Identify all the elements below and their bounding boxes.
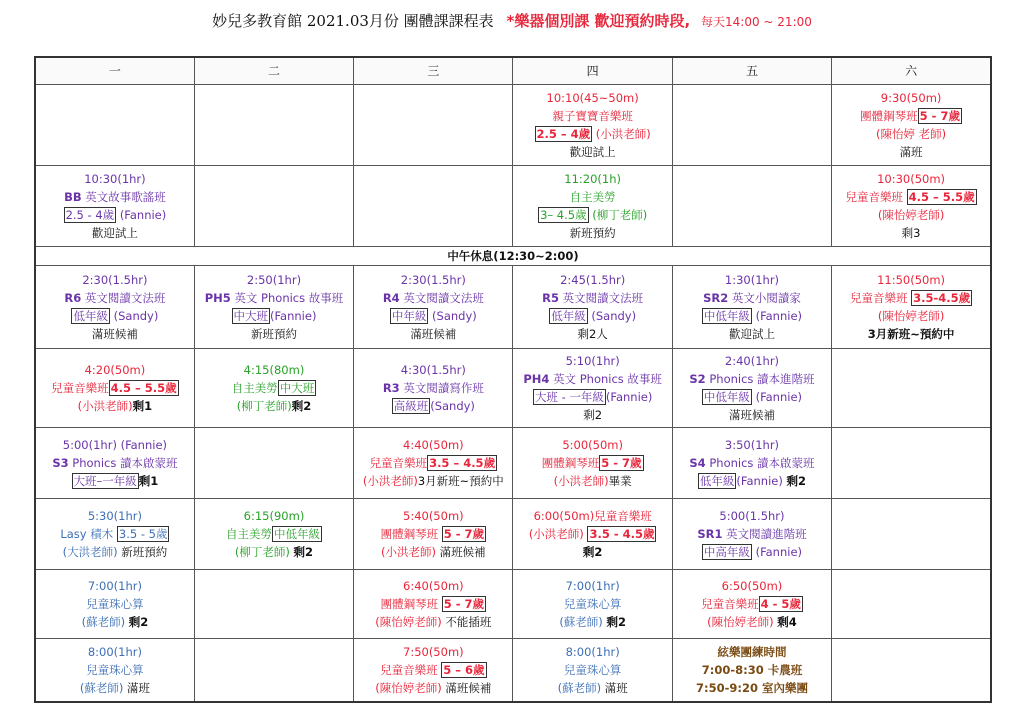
- class-status: 3月新班~預約中: [867, 327, 955, 341]
- class-status: 滿班: [604, 681, 628, 695]
- class-cell: [832, 166, 991, 247]
- teacher-name: (陳怡婷老師): [375, 615, 442, 629]
- day-header-tue: 二: [194, 57, 353, 85]
- class-cell: [672, 428, 831, 499]
- class-name: 英文閱讀進階班: [726, 527, 807, 541]
- orchestra-session: 7:50-9:20 室內樂團: [695, 681, 808, 695]
- level-badge: 大班 - 一年級: [534, 390, 604, 404]
- class-cell: [354, 570, 513, 639]
- class-cell: [35, 428, 194, 499]
- class-name: Phonics 讀本啟蒙班: [709, 456, 815, 470]
- class-code: PH4: [523, 372, 550, 386]
- day-header-sat: 六: [832, 57, 991, 85]
- age-badge: 4.5 – 5.5歲: [110, 381, 177, 395]
- class-code: SR2: [703, 291, 729, 305]
- class-status: 剩1: [138, 474, 159, 488]
- class-time: 2:50(1hr): [246, 273, 302, 287]
- class-name: 兒童珠心算: [86, 597, 144, 611]
- instrument-lesson-notice: *樂器個別課 歡迎預約時段,: [506, 12, 691, 30]
- teacher-name: (蘇老師): [81, 615, 126, 629]
- page-title: 妙兒多教育館 2021.03月份 團體課課程表: [212, 12, 494, 30]
- class-status: 3月新班~預約中: [417, 474, 504, 488]
- class-name: 團體鋼琴班: [860, 109, 918, 123]
- class-code: BB: [64, 190, 82, 204]
- empty-cell: [672, 85, 831, 166]
- orchestra-session: 7:00-8:30 卡農班: [701, 663, 803, 677]
- age-badge: 5 – 6歲: [443, 663, 485, 677]
- teacher-name: (小洪老師): [595, 127, 651, 141]
- class-name: 兒童音樂班: [380, 663, 438, 677]
- class-name: 英文 Phonics 故事班: [234, 291, 344, 305]
- class-cell: [672, 570, 831, 639]
- level-badge: 中低年級: [703, 390, 750, 404]
- class-time: 6:15(90m): [243, 509, 305, 523]
- teacher-name: (柳丁老師): [592, 208, 648, 222]
- class-status: 滿班候補: [445, 681, 492, 695]
- class-time: 4:15(80m): [243, 363, 305, 377]
- teacher-name: (小洪老師): [553, 474, 609, 488]
- empty-cell: [194, 85, 353, 166]
- class-status: 剩2: [606, 615, 626, 629]
- schedule-row: [35, 570, 991, 639]
- day-header-fri: 五: [672, 57, 831, 85]
- age-badge: 2.5 – 4歲: [536, 127, 591, 141]
- empty-cell: [832, 639, 991, 703]
- class-status: 剩4: [777, 615, 797, 629]
- level-badge: 大班–一年級: [73, 474, 137, 488]
- class-code: R3: [382, 381, 400, 395]
- class-time: 5:10(1hr): [565, 354, 620, 368]
- schedule-row: [35, 85, 991, 166]
- teacher-name: (Sandy): [430, 399, 475, 413]
- class-cell: [35, 499, 194, 570]
- teacher-name: (Fannie): [755, 309, 803, 323]
- teacher-name: (陳怡婷老師): [877, 309, 945, 323]
- teacher-name: (小洪老師): [381, 545, 436, 559]
- class-name: 英文故事歌謠班: [85, 190, 166, 204]
- teacher-name: (Sandy): [113, 309, 159, 323]
- teacher-name: (蘇老師): [79, 681, 124, 695]
- class-name: 兒童音樂班: [845, 190, 903, 204]
- class-status: 剩2人: [577, 327, 608, 341]
- class-cell: [672, 266, 831, 349]
- class-time: 6:00(50m)兒童音樂班: [533, 509, 652, 523]
- class-name: 自主美勞: [231, 381, 278, 395]
- teacher-name: (小洪老師): [362, 474, 418, 488]
- class-name: 團體鋼琴班: [380, 597, 439, 611]
- class-name: 兒童音樂班: [701, 597, 759, 611]
- class-status: 歡迎試上: [91, 226, 138, 240]
- schedule-table: [34, 56, 992, 703]
- empty-cell: [832, 349, 991, 428]
- age-badge: 2.5 - 4歲: [65, 208, 115, 222]
- class-time: 2:45(1.5hr): [560, 273, 626, 287]
- age-badge: 5 - 7歲: [443, 527, 485, 541]
- age-badge: 5 - 7歲: [601, 456, 642, 470]
- class-code: S3: [52, 456, 69, 470]
- class-time: 6:50(50m): [721, 579, 783, 593]
- weekday-header-row: [35, 57, 991, 85]
- class-cell: [35, 349, 194, 428]
- class-time: 11:20(1h): [564, 172, 622, 186]
- class-cell: [513, 349, 672, 428]
- level-badge: 低年級: [73, 309, 108, 323]
- class-status: 新班預約: [121, 545, 168, 559]
- age-badge: 3.5-4.5歲: [913, 291, 971, 305]
- class-name: 英文閱讀寫作班: [403, 381, 484, 395]
- class-name: 兒童珠心算: [563, 597, 622, 611]
- class-cell: [194, 349, 353, 428]
- class-time: 4:20(50m): [84, 363, 146, 377]
- class-name: 團體鋼琴班: [380, 527, 439, 541]
- class-name: 團體鋼琴班: [541, 456, 600, 470]
- level-badge: 中低年級: [273, 527, 320, 541]
- class-name: 兒童珠心算: [563, 663, 622, 677]
- class-time: 3:50(1hr): [724, 438, 780, 452]
- empty-cell: [832, 499, 991, 570]
- class-time: 8:00(1hr): [565, 645, 620, 659]
- class-time: 2:40(1hr): [724, 354, 780, 368]
- empty-cell: [832, 570, 991, 639]
- class-name: 自主美勞: [569, 190, 616, 204]
- teacher-name: (小洪老師): [528, 527, 584, 541]
- class-status: 剩2: [583, 408, 603, 422]
- class-status: 畢業: [608, 474, 632, 488]
- teacher-name: (大洪老師): [62, 545, 118, 559]
- class-cell: [354, 349, 513, 428]
- level-badge: 低年級: [551, 309, 586, 323]
- schedule-row: [35, 349, 991, 428]
- age-badge: 5 - 7歲: [919, 109, 960, 123]
- class-name: 自主美勞: [225, 527, 272, 541]
- noon-break-row: [35, 247, 991, 266]
- level-badge: 中低年級: [703, 309, 750, 323]
- teacher-name: (Fannie): [755, 545, 803, 559]
- age-badge: 4.5 – 5.5歲: [908, 190, 975, 204]
- teacher-name: (Sandy): [432, 309, 477, 323]
- class-time: 8:00(1hr): [87, 645, 142, 659]
- class-name: 英文閱讀文法班: [403, 291, 484, 305]
- class-status: 滿班: [899, 145, 923, 159]
- class-time: 2:30(1.5hr): [82, 273, 148, 287]
- class-cell: [354, 266, 513, 349]
- class-code: PH5: [204, 291, 231, 305]
- class-status: 滿班: [126, 681, 150, 695]
- teacher-name: (陳怡婷 老師): [876, 127, 947, 141]
- empty-cell: [354, 85, 513, 166]
- class-code: S2: [689, 372, 706, 386]
- page-header: [0, 10, 1024, 31]
- class-cell: [194, 499, 353, 570]
- class-code: SR1: [697, 527, 723, 541]
- schedule-row: [35, 166, 991, 247]
- class-time: 9:30(50m): [880, 91, 942, 105]
- class-time: 5:00(50m): [562, 438, 623, 452]
- class-cell: [194, 266, 353, 349]
- level-badge: 中高年級: [703, 545, 750, 559]
- class-cell: [832, 266, 991, 349]
- class-cell: [513, 266, 672, 349]
- class-cell: [513, 570, 672, 639]
- age-badge: 5 - 7歲: [443, 597, 485, 611]
- class-status: 剩2: [291, 399, 312, 413]
- day-header-wed: 三: [354, 57, 513, 85]
- class-name: 兒童珠心算: [86, 663, 144, 677]
- class-name: 英文閱讀文法班: [84, 291, 166, 305]
- age-badge: 3.5 - 4.5歲: [589, 527, 655, 541]
- teacher-name: (柳丁老師): [234, 545, 290, 559]
- class-status: 剩2: [582, 545, 603, 559]
- class-cell: [513, 428, 672, 499]
- class-time: 4:30(1.5hr): [400, 363, 466, 377]
- schedule-row: [35, 639, 991, 703]
- teacher-name: (陳怡婷老師): [877, 208, 945, 222]
- empty-cell: [194, 570, 353, 639]
- class-time: 5:40(50m): [403, 509, 464, 523]
- class-status: 滿班候補: [91, 327, 138, 341]
- class-status: 不能插班: [445, 615, 492, 629]
- schedule-row: [35, 499, 991, 570]
- class-name: 英文 Phonics 故事班: [553, 372, 662, 386]
- schedule-row: [35, 266, 991, 349]
- age-badge: 3– 4.5歲: [540, 208, 587, 222]
- teacher-name: (Fannie): [755, 390, 803, 404]
- class-cell: [35, 266, 194, 349]
- class-cell: [513, 166, 672, 247]
- teacher-name: (Sandy): [591, 309, 637, 323]
- class-cell: [672, 639, 831, 703]
- class-cell: [354, 639, 513, 703]
- class-time: 5:30(1hr): [87, 509, 142, 523]
- class-status: 剩3: [901, 226, 921, 240]
- class-cell: [35, 166, 194, 247]
- empty-cell: [672, 166, 831, 247]
- class-name: Phonics 讀本啟蒙班: [72, 456, 178, 470]
- booking-hours: 每天14:00 ~ 21:00: [701, 15, 812, 29]
- class-code: R5: [542, 291, 559, 305]
- class-time: 7:00(1hr): [87, 579, 142, 593]
- class-cell: [513, 499, 672, 570]
- teacher-name: (小洪老師): [77, 399, 133, 413]
- class-name: 兒童音樂班: [849, 291, 908, 305]
- teacher-name: (陳怡婷老師): [375, 681, 442, 695]
- class-status: 剩1: [132, 399, 153, 413]
- class-time: 10:10(45~50m): [546, 91, 639, 105]
- class-time: 7:00(1hr): [565, 579, 620, 593]
- class-cell: [354, 499, 513, 570]
- class-time: 4:40(50m): [403, 438, 464, 452]
- age-badge: 3.5 – 4.5歲: [429, 456, 496, 470]
- empty-cell: [194, 428, 353, 499]
- class-status: 歡迎試上: [728, 327, 775, 341]
- empty-cell: [194, 166, 353, 247]
- class-name: Lasy 積木: [60, 527, 114, 541]
- class-code: R4: [382, 291, 400, 305]
- class-status: 剩2: [293, 545, 314, 559]
- teacher-name: (蘇老師): [557, 681, 602, 695]
- teacher-name: (陳怡婷老師): [707, 615, 774, 629]
- level-badge: 高級班: [393, 399, 429, 413]
- class-name: 兒童音樂班: [51, 381, 109, 395]
- empty-cell: [832, 428, 991, 499]
- class-status: 滿班候補: [410, 327, 457, 341]
- noon-break-label: 中午休息(12:30~2:00): [35, 247, 991, 266]
- level-badge: 中大班: [279, 381, 315, 395]
- class-time: 11:50(50m): [877, 273, 946, 287]
- class-name: 兒童音樂班: [369, 456, 428, 470]
- class-status: 滿班候補: [728, 408, 775, 422]
- class-time: 1:30(1hr): [724, 273, 780, 287]
- teacher-name: (蘇老師): [559, 615, 603, 629]
- day-header-mon: 一: [35, 57, 194, 85]
- class-time: 10:30(1hr): [84, 172, 146, 186]
- class-cell: [35, 570, 194, 639]
- class-status: 剩2: [786, 474, 807, 488]
- age-badge: 3.5 - 5歲: [118, 527, 168, 541]
- class-status: 新班預約: [250, 327, 297, 341]
- class-code: S4: [689, 456, 706, 470]
- class-code: R6: [64, 291, 82, 305]
- level-badge: 低年級: [699, 474, 735, 488]
- teacher-name: (柳丁老師): [236, 399, 292, 413]
- class-time: 10:30(50m): [877, 172, 946, 186]
- teacher-name: (Fannie): [270, 309, 317, 323]
- empty-cell: [35, 85, 194, 166]
- class-name: 英文閱讀文法班: [562, 291, 644, 305]
- class-name: 親子寶寶音樂班: [552, 109, 633, 123]
- class-name: Phonics 讀本進階班: [709, 372, 815, 386]
- level-badge: 中大班: [233, 309, 269, 323]
- schedule-row: [35, 428, 991, 499]
- class-time: 7:50(50m): [403, 645, 464, 659]
- class-status: 滿班候補: [439, 545, 486, 559]
- class-time: 2:30(1.5hr): [400, 273, 466, 287]
- class-status: 剩2: [128, 615, 149, 629]
- empty-cell: [354, 166, 513, 247]
- class-time: 5:00(1.5hr): [719, 509, 785, 523]
- teacher-name: (Fannie): [605, 390, 653, 404]
- class-cell: [832, 85, 991, 166]
- empty-cell: [194, 639, 353, 703]
- class-time: 6:40(50m): [403, 579, 464, 593]
- class-status: 新班預約: [569, 226, 616, 240]
- class-cell: [672, 349, 831, 428]
- class-cell: [513, 85, 672, 166]
- class-cell: [672, 499, 831, 570]
- teacher-name: (Fannie): [736, 474, 783, 488]
- class-name: 英文小閱讀家: [731, 291, 801, 305]
- class-time: 5:00(1hr) (Fannie): [62, 438, 168, 452]
- class-cell: [35, 639, 194, 703]
- teacher-name: (Fannie): [119, 208, 167, 222]
- orchestra-title: 絃樂團練時間: [717, 645, 787, 659]
- class-cell: [513, 639, 672, 703]
- class-status: 歡迎試上: [569, 145, 616, 159]
- age-badge: 4 - 5歲: [760, 597, 801, 611]
- day-header-thu: 四: [513, 57, 672, 85]
- level-badge: 中年級: [391, 309, 427, 323]
- class-cell: [354, 428, 513, 499]
